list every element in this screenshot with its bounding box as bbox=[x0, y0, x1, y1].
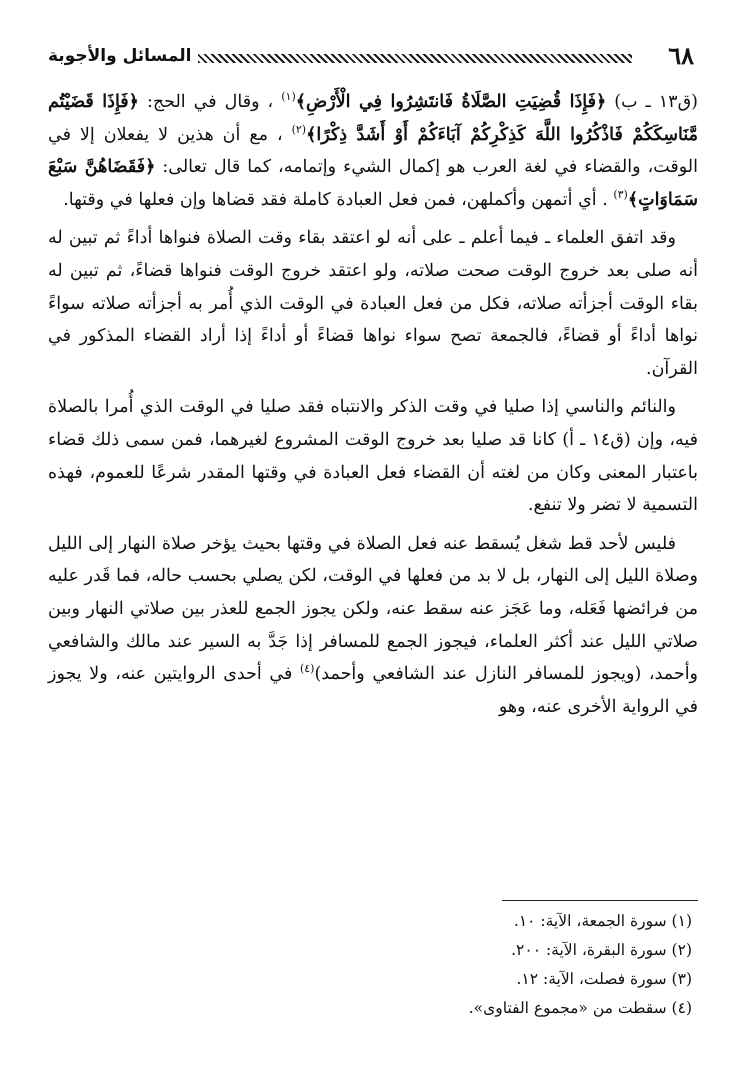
footnote-ref: (١) bbox=[281, 90, 296, 104]
footnote-separator bbox=[502, 900, 698, 901]
text-run: وقد اتفق العلماء ـ فيما أعلم ـ على أنه لو اعتقد بقاء وقت الصلاة فنواها أداءً ثم تبين له أنه صلى بعد خروج الوقت صحت صلاته، ولو اعتقد خروج الوقت فنواها قضاءً، ثم تبين له بقاء الوقت أجزأته صلاته، فكل من فعل العبادة في الوقت الذي أُمر به أجزأته صلاته سواءً نواها أداءً أو قضاءً، فالجمعة تصح سواء نواها قضاءً أو أداءً إذا أراد القضاء المذكور في القرآن. bbox=[48, 228, 698, 379]
paragraph bbox=[48, 528, 698, 724]
text-run: ، مع أن هذين لا يفعلان إلا في الوقت، والقضاء في لغة العرب هو إكمال الشيء وإتمامه، كما قال تعالى: bbox=[48, 124, 698, 178]
text-run: . أي أتمهن وأكملهن، فمن فعل العبادة كاملة فقد قضاها وإن فعلها في وقتها. bbox=[63, 189, 614, 210]
footnotes-section bbox=[48, 900, 698, 1023]
footnote: (٤) سقطت من «مجموع الفتاوى». bbox=[468, 999, 692, 1017]
page-number: ٦٨ bbox=[668, 41, 694, 70]
paragraph bbox=[48, 222, 698, 385]
page-header bbox=[48, 38, 694, 74]
footnote: (٢) سورة البقرة، الآية: ٢٠٠. bbox=[511, 941, 692, 959]
footnote-ref: (٣) bbox=[613, 187, 628, 201]
footnote-list bbox=[48, 907, 698, 1023]
footnote-ref: (٤) bbox=[299, 662, 315, 676]
paragraph bbox=[48, 86, 698, 216]
running-title: المسائل والأجوبة bbox=[48, 46, 192, 66]
footnote: (١) سورة الجمعة، الآية: ١٠. bbox=[513, 912, 692, 930]
paragraph bbox=[48, 391, 698, 521]
text-run: في أحدى الروايتين عنه، ولا يجوز في الرواية الأخرى عنه، وهو bbox=[48, 664, 698, 717]
quran-verse: ﴿فَإِذَا قَضَيْتُم مَّنَاسِكَكُمْ فَاذْكُرُوا اللَّهَ كَذِكْرِكُمْ آبَاءَكُمْ أَوْ أَشَدَّ ذِكْرًا﴾ bbox=[48, 92, 698, 145]
header-ornament-rule bbox=[198, 54, 632, 63]
footnote-ref: (٢) bbox=[291, 122, 307, 136]
text-run: والنائم والناسي إذا صليا في وقت الذكر والانتباه فقد صليا في الوقت الذي أُمرا بالصلاة فيه، وإن (ق١٤ ـ أ) كانا قد صليا بعد خروج الوقت المشروع لغيرهما، فمن سمى ذلك قضاء باعتبار المعنى وكان من لغته أن القضاء فعل العبادة في وقتها المقدر شرعًا للعموم، فهذه التسمية لا تضر ولا تنفع. bbox=[48, 397, 698, 516]
quran-verse: ﴿فَقَضَاهُنَّ سَبْعَ سَمَاوَاتٍ﴾ bbox=[48, 157, 698, 210]
text-run: ، وقال في الحج: bbox=[138, 92, 282, 112]
footnote: (٣) سورة فصلت، الآية: ١٢. bbox=[516, 970, 692, 988]
quran-verse: ﴿فَإِذَا قُضِيَتِ الصَّلَاةُ فَانتَشِرُوا فِي الْأَرْضِ﴾ bbox=[295, 92, 607, 112]
text-run: (ق١٣ ـ ب) bbox=[606, 92, 698, 112]
text-run: فليس لأحد قط شغل يُسقط عنه فعل الصلاة في وقتها بحيث يؤخر صلاة النهار إلى الليل وصلاة الليل إلى النهار، بل لا بد من فعلها في الوقت، لكن يصلي بحسب حاله، فما قَدر عليه من فرائضها فَعَله، وما عَجَز عنه سقط عنه، ولكن يجوز الجمع للعذر بين صلاتي النهار وبين صلاتي الليل عند أكثر العلماء، فيجوز الجمع للمسافر إذا جَدَّ به السير عند مالك والشافعي وأحمد، (ويجوز للمسافر النازل عند الشافعي وأحمد) bbox=[48, 533, 699, 685]
main-text bbox=[48, 86, 698, 729]
